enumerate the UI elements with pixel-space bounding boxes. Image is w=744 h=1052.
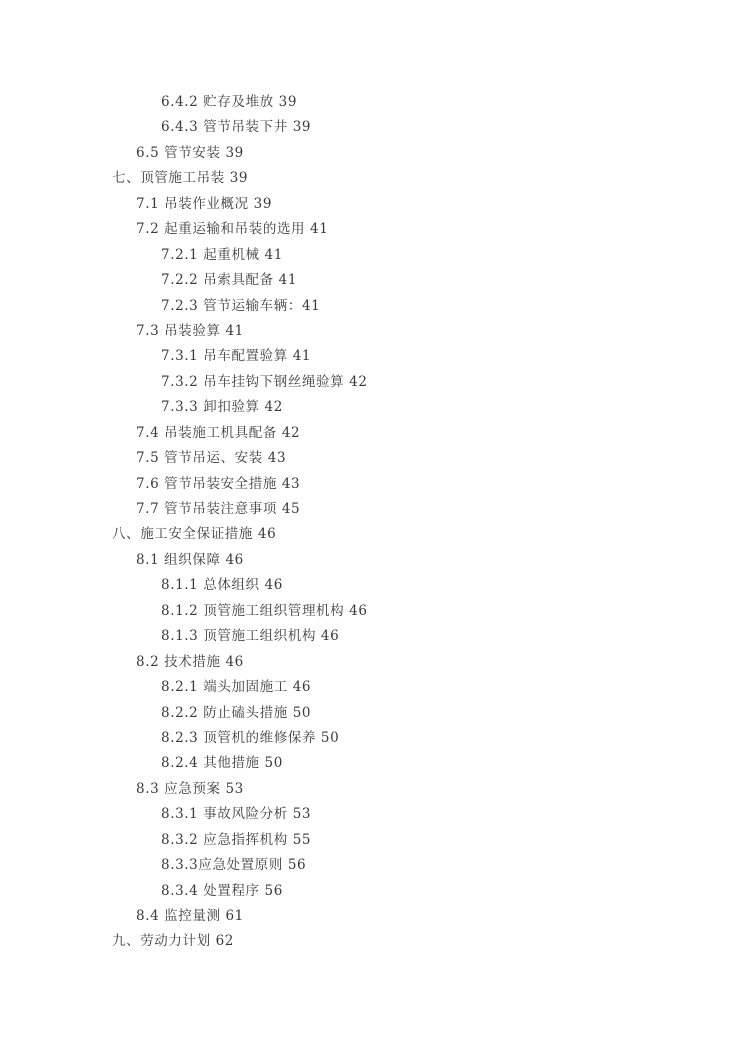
toc-entry: 7.2.1 起重机械 41 [161,246,283,263]
toc-entry: 8.3.1 事故风险分析 53 [161,806,312,823]
toc-entry: 8.1 组织保障 46 [136,551,244,568]
toc-entry: 8.3 应急预案 53 [136,780,244,797]
toc-entry: 7.3.1 吊车配置验算 41 [161,348,312,365]
toc-entry: 8.2.2 防止磕头措施 50 [161,704,312,721]
toc-entry: 6.4.2 贮存及堆放 39 [161,94,298,110]
toc-entry: 7.3.3 卸扣验算 42 [161,399,283,416]
toc-entry: 7.1 吊装作业概况 39 [136,195,273,212]
toc-entry: 7.5 管节吊运、安装 43 [136,450,287,467]
toc-entry: 8.1.2 顶管施工组织管理机构 46 [161,602,368,619]
toc-entry: 7.3 吊装验算 41 [136,322,244,339]
toc-entry: 8.1.3 顶管施工组织机构 46 [161,628,340,645]
toc-entry: 8.4 监控量测 61 [136,908,244,924]
toc-entry: 8.2.3 顶管机的维修保养 50 [161,729,340,746]
toc-entry: 8.3.3应急处置原则 56 [161,857,307,874]
toc-entry: 6.4.3 管节吊装下井 39 [161,119,312,136]
toc-entry: 七、顶管施工吊装 39 [112,170,249,187]
toc-entry: 8.3.4 处置程序 56 [161,882,283,899]
toc-entry: 八、施工安全保证措施 46 [112,526,277,543]
toc-entry: 8.1.1 总体组织 46 [161,577,283,594]
toc-entry: 7.6 管节吊装安全措施 43 [136,475,301,492]
toc-entry: 8.2.4 其他措施 50 [161,755,283,772]
toc-entry: 九、劳动力计划 62 [112,933,234,950]
toc-entry: 8.2.1 端头加固施工 46 [161,679,312,696]
toc-entry: 7.4 吊装施工机具配备 42 [136,424,301,441]
toc-entry: 7.2.2 吊索具配备 41 [161,272,298,289]
table-of-contents [0,90,744,955]
toc-entry: 7.2.3 管节运输车辆：41 [161,297,321,314]
toc-entry: 8.3.2 应急指挥机构 55 [161,831,312,848]
toc-entry: 7.2 起重运输和吊装的选用 41 [136,221,329,238]
toc-entry: 6.5 管节安装 39 [136,144,244,161]
toc-entry: 7.3.2 吊车挂钩下钢丝绳验算 42 [161,373,368,390]
toc-entry: 8.2 技术措施 46 [136,653,244,670]
toc-entry: 7.7 管节吊装注意事项 45 [136,501,301,517]
